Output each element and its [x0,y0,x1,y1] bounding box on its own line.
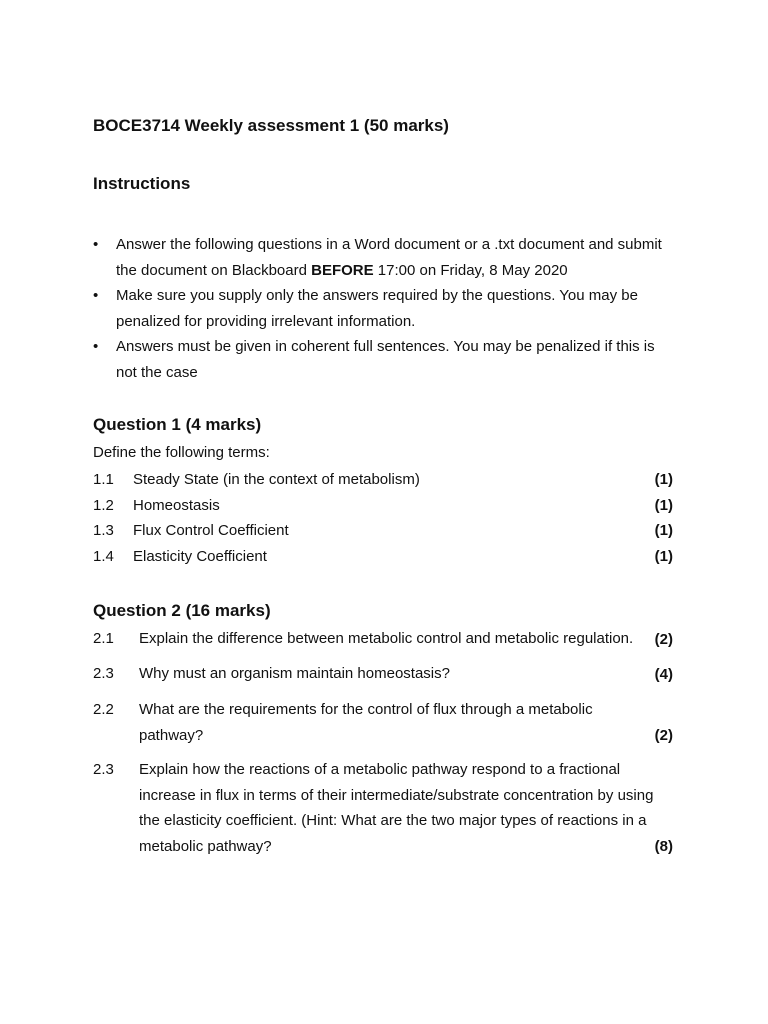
instruction-item: • Answers must be given in coherent full sentences. You may be penalized if this is not the case [93,334,675,385]
item-marks: (1) [654,497,673,514]
item-number: 1.2 [93,497,114,514]
question-item [93,661,673,687]
item-number: 2.3 [93,761,114,778]
item-text: Flux Control Coefficient [133,522,289,539]
item-text: Explain the difference between metabolic control and metabolic regulation. [139,630,634,647]
item-text: Why must an organism maintain homeostasis? [139,665,450,682]
instructions-heading: Instructions [93,174,191,193]
instruction-text: 17:00 on Friday, 8 May 2020 [373,261,568,279]
item-number: 2.3 [93,665,114,682]
question-item [93,544,673,570]
item-number: 1.4 [93,548,114,565]
question-item [93,697,673,748]
question-1-intro: Define the following terms: [93,444,270,461]
item-marks: (2) [654,726,673,744]
item-marks: (1) [654,548,673,565]
question-item [93,493,673,519]
instruction-item: • Make sure you supply only the answers required by the questions. You may be penalized for providing irrelevant information. [93,283,675,334]
question-item [93,467,673,493]
instructions-list [93,232,675,385]
item-marks: (4) [654,665,673,683]
item-text: Homeostasis [133,497,220,514]
item-number: 2.1 [93,630,114,647]
item-text: Explain how the reactions of a metabolic pathway respond to a fractional increase in flux in terms of their intermediate/substrate concentration by using the elasticity coefficient. (Hint: What are the two major types of reactions in a metabolic pathway? [139,761,654,855]
item-number: 1.3 [93,522,114,539]
question-item [93,757,673,859]
item-marks: (1) [654,471,673,488]
item-text: What are the requirements for the control of flux through a metabolic pathway? [139,701,593,744]
item-marks: (1) [654,522,673,539]
instruction-text: Answer the following questions in a Word document or a .txt document and submit the document on Blackboard [116,236,662,279]
question-item [93,518,673,544]
question-1-heading: Question 1 (4 marks) [93,415,262,434]
item-text: Steady State (in the context of metabolism) [133,471,420,488]
item-number: 1.1 [93,471,114,488]
question-2-heading: Question 2 (16 marks) [93,601,271,620]
item-text: Elasticity Coefficient [133,548,267,565]
document-title: BOCE3714 Weekly assessment 1 (50 marks) [93,116,449,135]
instruction-bold: BEFORE [311,261,374,279]
item-marks: (2) [654,630,673,648]
question-item [93,626,673,652]
item-number: 2.2 [93,701,114,718]
item-marks: (8) [654,837,673,855]
instruction-item [93,232,675,283]
